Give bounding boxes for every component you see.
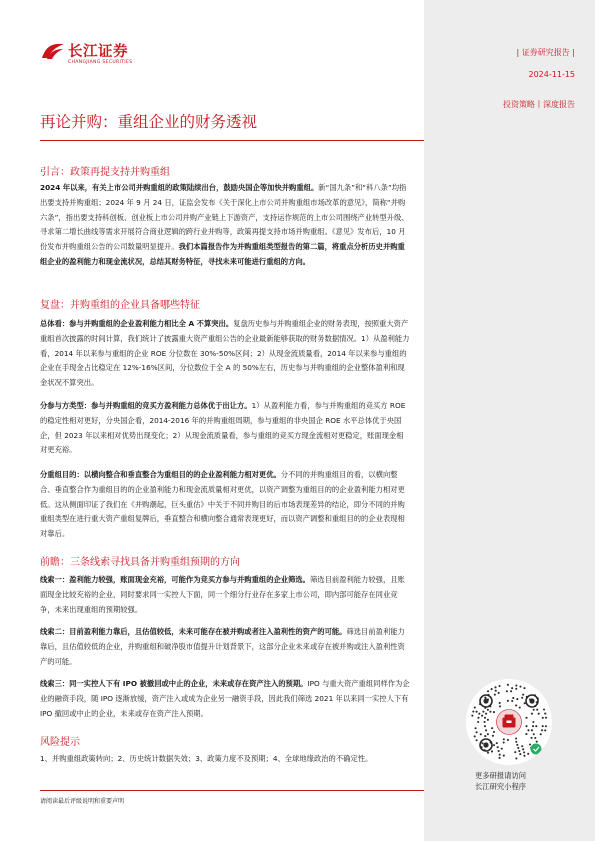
footer-divider bbox=[40, 790, 424, 791]
paragraph-risk bbox=[40, 752, 410, 767]
section-heading-risk: 风险提示 bbox=[40, 737, 80, 748]
footer-disclaimer: 请阅读最后评级说明和重要声明 bbox=[40, 798, 125, 805]
paragraph-clue-two bbox=[40, 625, 410, 669]
paragraph-overall bbox=[40, 317, 410, 391]
brand-logo bbox=[40, 38, 170, 74]
section-heading-intro: 引言：政策再提支持并购重组 bbox=[40, 167, 170, 178]
paragraph-lead: 线索三：同一实控人下有 IPO 被撤回或中止的企业，未来或存在资产注入的预期。 bbox=[40, 679, 308, 688]
paragraph-text: 1）从盈利能力看，参与并购重组的竞买方 ROE 的稳定性相对更好，分央国企看，2014-2016 年的并购重组周期，参与重组的非央国企 ROE 水平总体优于央国企，但 2023 年以来相对优势出现变化；2）从现金流质量看，参与重组的竞买方现金流相对更稳定，账面现金相对更充裕。 bbox=[40, 401, 406, 455]
paragraph-lead: 总体看：参与并购重组的企业盈利能力相比全 A 不算突出。 bbox=[40, 319, 234, 328]
paragraph-lead: 分重组目的：以横向整合和垂直整合为重组目的的企业盈利能力相对更优。 bbox=[40, 470, 281, 479]
paragraph-lead: 分参与方类型：参与并购重组的竞买方盈利能力总体优于出让方。 bbox=[40, 401, 252, 410]
paragraph-clue-one bbox=[40, 573, 410, 617]
section-heading-outlook: 前瞻：三条线索寻找具备并购重组预期的方向 bbox=[40, 557, 240, 568]
paragraph-text: 新“国九条”和“科八条”均指出要支持并购重组；2024 年 9 月 24 日，证监会发布《关于深化上市公司并购重组市场改革的意见》，简称“并购六条”，指出要支持科创板、创业板上市公司并购产业链上下游资产，支持运作规范的上市公司围绕产业转型升级、寻求第二增长曲线等需求开展符合商业逻辑的跨行业并购等，政策再提支持市场并购重组。《意见》发布后，10 月份发布并购重组公告的公司数量明显提升。 bbox=[40, 183, 409, 252]
paragraph-lead: 2024 年以来，有关上市公司并购重组的政策陆续出台，鼓励央国企等加快并购重组。 bbox=[40, 183, 319, 192]
paragraph-text: 1、并购重组政策转向；2、历史统计数据失效；3、政策力度不及预期；4、全球地缘政治的不确定性。 bbox=[40, 754, 373, 763]
qr-pattern-icon bbox=[466, 679, 552, 765]
section-heading-review: 复盘：并购重组的企业具备哪些特征 bbox=[40, 300, 200, 311]
paragraph-text: 复盘历史参与并购重组企业的财务表现，按照重大资产重组首次披露的时间计算，我们统计了披露重大资产重组公告的企业最新能够获取的财务数据情况。1）从盈利能力看，2014 年以来参与重组的企业 ROE 分位数在 30%-50%区间；2）从现金流质量看，2014 年以来参与重组的企业在手现金占比稳定在 12%-16%区间，分位数位于全 A 的 50%左右，历史参与并购重组的企业整体盈利和现金状况不算突出。 bbox=[40, 319, 410, 388]
brand-mark-icon bbox=[40, 40, 66, 62]
paragraph-intro bbox=[40, 181, 410, 270]
mini-program-qr-icon[interactable] bbox=[466, 679, 552, 765]
qr-caption-line1: 更多研报请访问 bbox=[475, 771, 527, 780]
brand-name-en: CHANGJIANG SECURITIES bbox=[68, 60, 133, 65]
report-title: 再论并购：重组企业的财务透视 bbox=[40, 113, 258, 131]
paragraph-text: 筛选目前盈利能力较强，且账面现金比较充裕的企业，同时要求同一实控人下面，同一个细分行业存在多家上市公司，即内部可能存在同业竞争，未来出现重组的预期较强。 bbox=[40, 575, 405, 614]
brand-name: 长江证券 bbox=[68, 44, 128, 60]
report-date: 2024-11-15 bbox=[528, 70, 575, 79]
report-type-tag: | 证券研究报告 | bbox=[516, 48, 575, 57]
report-category: 投资策略丨深度报告 bbox=[503, 100, 575, 109]
paragraph-lead: 线索二：目前盈利能力靠后，且估值较低，未来可能存在被并购或者注入盈利性的资产的可能。 bbox=[40, 627, 347, 636]
title-divider bbox=[40, 140, 424, 141]
paragraph-clue-three bbox=[40, 677, 410, 721]
paragraph-tail: 我们本篇报告作为并购重组类型报告的第二篇，将重点分析历史并购重组企业的盈利能力和现金流状况，总结其财务特征，寻找未来可能进行重组的方向。 bbox=[40, 242, 405, 266]
paragraph-by-party bbox=[40, 399, 410, 458]
paragraph-text: IPO 与重大资产重组同样作为企业的融资手段，随 IPO 逐渐放缓，资产注入或成为企业另一融资手段，因此我们筛选 2021 年以来同一实控人下有 IPO 撤回或中止的企业，未来或存在资产注入预期。 bbox=[40, 679, 410, 718]
paragraph-text: 分不同的并购重组目的看，以横向整合、垂直整合作为重组目的的企业盈利能力和现金流质量相对更优，以资产调整为重组目的的企业盈利能力相对更低。这从侧面印证了我们在《并购潮起，巨头重估》中关于不同并购目的后市场表现差异的结论，即分不同的并购重组类型在进行重大资产重组复牌后，垂直整合和横向整合通常表现更好，而以资产调整和重组目的的企业表现相对靠后。 bbox=[40, 470, 405, 539]
paragraph-lead: 线索一：盈利能力较强，账面现金充裕，可能作为竞买方参与并购重组的企业筛选。 bbox=[40, 575, 310, 584]
paragraph-text: 筛选目前盈利能力靠后，且估值较低的企业，并购重组和破净股市值提升计划背景下，这部分企业未来或存在被并购或注入盈利性资产的可能。 bbox=[40, 627, 405, 666]
qr-caption-line2: 长江研究小程序 bbox=[475, 782, 527, 791]
paragraph-by-purpose bbox=[40, 468, 410, 542]
